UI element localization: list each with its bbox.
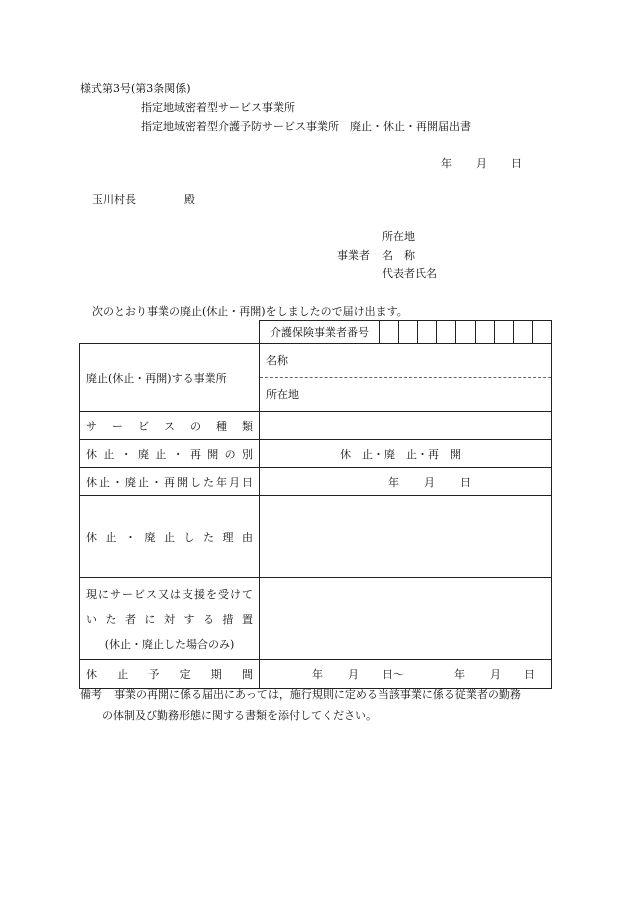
- title-line-2: 指定地域密着型介護予防サービス事業所 廃止・休止・再開届出書: [141, 120, 471, 133]
- note-label: 備考: [80, 688, 102, 701]
- changed-date-month: 月: [424, 476, 435, 489]
- distinction-label: 休 止 ・ 廃 止 ・ 再 開 の 別: [86, 447, 253, 461]
- insurer-number-label: 介護保険事業者番号: [260, 321, 380, 344]
- applicant-entity-label: 事業者: [337, 249, 370, 262]
- period-day-1: 日〜: [382, 668, 404, 681]
- applicant-address-label: 所在地: [382, 230, 415, 243]
- service-type-label-cell: [80, 412, 260, 440]
- service-type-label: サ ー ビ ス の 種 類: [86, 419, 253, 433]
- changed-date-field[interactable]: [260, 468, 552, 496]
- office-name-label: 名称: [266, 354, 288, 367]
- period-day-2: 日: [524, 668, 535, 681]
- office-field[interactable]: [260, 344, 552, 412]
- period-year-2: 年: [454, 668, 465, 681]
- measures-label-line1: 現 に サ ー ビ ス 又 は 支 援 を 受 け て: [86, 587, 253, 601]
- notification-table: [79, 320, 552, 689]
- addressee: 玉川村長: [92, 193, 136, 206]
- reason-label-cell: [80, 496, 260, 578]
- period-month-2: 月: [490, 668, 501, 681]
- period-month-1: 月: [348, 668, 359, 681]
- date-month: 月: [476, 157, 487, 170]
- changed-date-day: 日: [460, 476, 471, 489]
- office-address-label: 所在地: [266, 388, 299, 401]
- reason-label: 休 止 ・ 廃 止 し た 理 由: [86, 530, 253, 544]
- distinction-value[interactable]: 休 止・廃 止・再 開: [260, 440, 552, 468]
- period-year-1: 年: [312, 668, 323, 681]
- applicant-rep-label: 代表者氏名: [382, 267, 437, 280]
- changed-date-year: 年: [388, 476, 399, 489]
- title-line-1: 指定地域密着型サービス事業所: [141, 101, 295, 114]
- measures-field[interactable]: [260, 578, 552, 660]
- date-year: 年: [441, 157, 452, 170]
- distinction-label-cell: [80, 440, 260, 468]
- note-line-2: の体制及び勤務形態に関する書類を添付してください。: [102, 709, 377, 722]
- form-number: 様式第3号(第3条関係): [80, 82, 191, 95]
- date-day: 日: [511, 157, 522, 170]
- note-line-1: 事業の再開に係る届出にあっては，施行規則に定める当該事業に係る従業者の勤務: [114, 688, 521, 701]
- date-label-cell: [80, 468, 260, 496]
- period-label-cell: [80, 660, 260, 689]
- period-label: 休 止 予 定 期 間: [86, 668, 253, 681]
- reason-field[interactable]: [260, 496, 552, 578]
- measures-label-line3: (休止・廃止した場合のみ): [104, 637, 235, 651]
- insurer-number-boxes[interactable]: [380, 321, 552, 344]
- intro-text: 次のとおり事業の廃止(休止・再開)をしましたので届け出ます。: [92, 305, 408, 318]
- service-type-field[interactable]: [260, 412, 552, 440]
- applicant-name-label: 名 称: [382, 249, 415, 262]
- changed-date-label: 休 止 ・ 廃 止 ・ 再 開 し た 年 月 日: [86, 475, 253, 489]
- period-field[interactable]: [260, 660, 552, 689]
- honorific: 殿: [184, 193, 195, 206]
- measures-label-line2: い た 者 に 対 す る 措 置: [86, 612, 253, 626]
- office-label: 廃止(休止・再開)する事業所: [80, 344, 260, 412]
- measures-label-cell: [80, 578, 260, 660]
